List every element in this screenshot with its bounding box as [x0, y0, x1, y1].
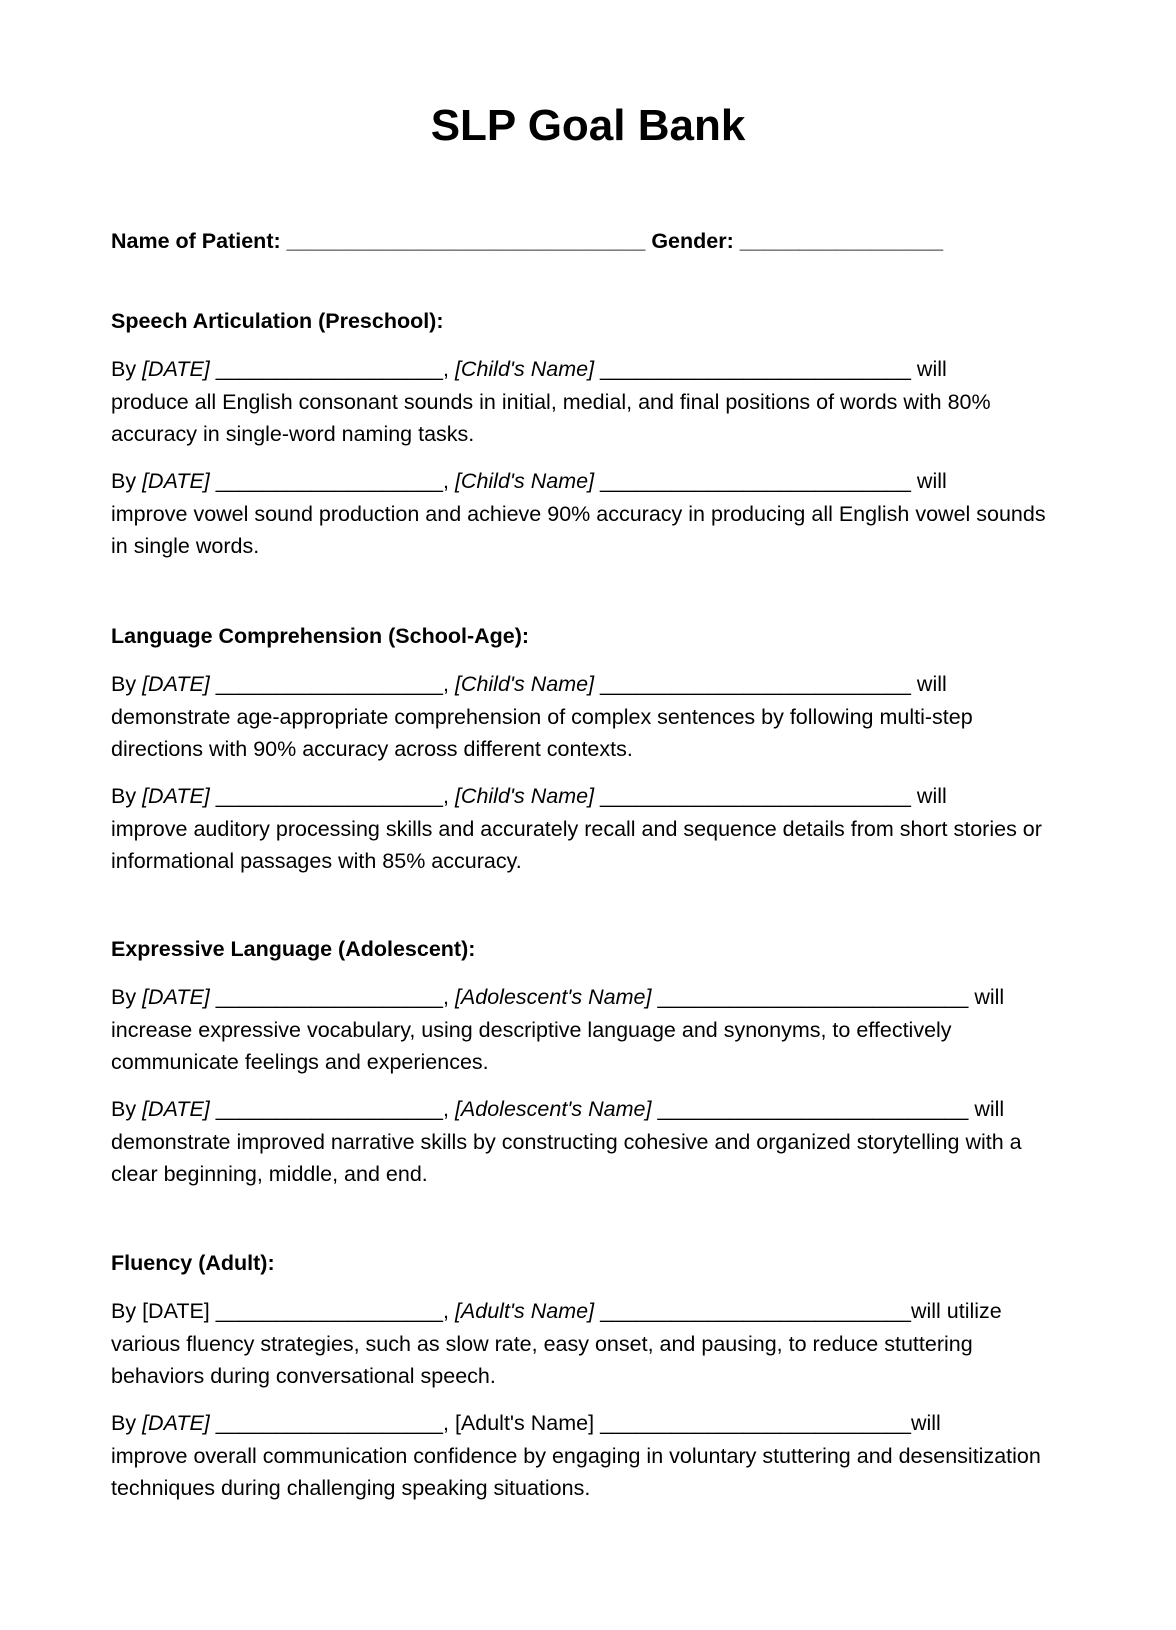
- date-placeholder: [DATE]: [142, 1097, 210, 1121]
- goal-paragraph: [111, 465, 1061, 563]
- date-blank: ___________________: [215, 357, 443, 381]
- name-placeholder: [Adult's Name]: [454, 1299, 595, 1323]
- goal-first-line: By [DATE] ___________________, [Adult's Name] __________________________will utilize: [111, 1299, 1002, 1323]
- goal-text: improve auditory processing skills and accurately recall and sequence details from short stories or informational passages with 85% accuracy.: [111, 816, 1042, 873]
- section-heading-expressive-language: Expressive Language (Adolescent):: [111, 937, 476, 961]
- goal-text: increase expressive vocabulary, using descriptive language and synonyms, to effectively communicate feelings and experiences.: [111, 1017, 952, 1074]
- patient-info-line: [111, 227, 943, 255]
- goal-paragraph: [111, 668, 1061, 766]
- gender-blank: _________________: [739, 229, 944, 253]
- page-title: SLP Goal Bank: [430, 101, 746, 150]
- name-placeholder: [Adult's Name]: [454, 1411, 595, 1435]
- goal-paragraph: [111, 1407, 1061, 1505]
- name-blank: __________________________: [600, 357, 911, 381]
- date-placeholder: [DATE]: [142, 357, 210, 381]
- name-blank: __________________________: [600, 1411, 911, 1435]
- goal-text: various fluency strategies, such as slow rate, easy onset, and pausing, to reduce stuttering behaviors during conversational speech.: [111, 1331, 973, 1388]
- patient-name-blank: ______________________________: [286, 229, 646, 253]
- name-placeholder: [Child's Name]: [454, 672, 595, 696]
- name-placeholder: [Adolescent's Name]: [454, 1097, 652, 1121]
- section-heading-language-comprehension: Language Comprehension (School-Age):: [111, 624, 530, 648]
- goal-first-line: By [DATE] ___________________, [Adolescent's Name] __________________________ will: [111, 985, 1005, 1009]
- name-placeholder: [Adolescent's Name]: [454, 985, 652, 1009]
- date-blank: ___________________: [215, 985, 443, 1009]
- date-blank: ___________________: [215, 784, 443, 808]
- date-placeholder: [DATE]: [142, 672, 210, 696]
- name-blank: __________________________: [657, 1097, 969, 1121]
- date-placeholder: [DATE]: [142, 985, 210, 1009]
- date-placeholder: [DATE]: [142, 1411, 210, 1435]
- goal-paragraph: [111, 780, 1061, 878]
- name-blank: __________________________: [657, 985, 969, 1009]
- date-placeholder: [DATE]: [142, 469, 210, 493]
- goal-first-line: By [DATE] ___________________, [Adolescent's Name] __________________________ will: [111, 1097, 1005, 1121]
- name-placeholder: [Child's Name]: [454, 784, 595, 808]
- goal-first-line: By [DATE] ___________________, [Child's Name] __________________________ will: [111, 469, 947, 493]
- date-blank: ___________________: [215, 1411, 443, 1435]
- name-blank: __________________________: [600, 1299, 911, 1323]
- date-blank: ___________________: [215, 1097, 443, 1121]
- name-placeholder: [Child's Name]: [454, 469, 595, 493]
- goal-first-line: By [DATE] ___________________, [Child's Name] __________________________ will: [111, 672, 947, 696]
- goal-text: improve vowel sound production and achieve 90% accuracy in producing all English vowel sounds in single words.: [111, 501, 1046, 558]
- goal-text: produce all English consonant sounds in initial, medial, and final positions of words with 80% accuracy in single-word naming tasks.: [111, 389, 991, 446]
- patient-name-label: Name of Patient:: [111, 229, 281, 253]
- gender-label: Gender:: [651, 229, 734, 253]
- goal-text: demonstrate improved narrative skills by constructing cohesive and organized storytelling with a clear beginning, middle, and end.: [111, 1129, 1022, 1186]
- date-blank: ___________________: [215, 672, 443, 696]
- name-blank: __________________________: [600, 784, 911, 808]
- section-heading-fluency: Fluency (Adult):: [111, 1251, 275, 1275]
- goal-paragraph: [111, 1093, 1061, 1191]
- name-placeholder: [Child's Name]: [454, 357, 595, 381]
- goal-paragraph: [111, 981, 1061, 1079]
- section-heading-speech-articulation: Speech Articulation (Preschool):: [111, 309, 444, 333]
- date-blank: ___________________: [215, 469, 443, 493]
- goal-text: improve overall communication confidence by engaging in voluntary stuttering and desensitization techniques during challenging speaking situations.: [111, 1443, 1041, 1500]
- date-placeholder: [DATE]: [142, 784, 210, 808]
- goal-paragraph: [111, 353, 1061, 451]
- date-blank: ___________________: [215, 1299, 443, 1323]
- date-placeholder: [DATE]: [142, 1299, 210, 1323]
- goal-paragraph: [111, 1295, 1061, 1393]
- goal-first-line: By [DATE] ___________________, [Child's Name] __________________________ will: [111, 784, 947, 808]
- name-blank: __________________________: [600, 672, 911, 696]
- goal-first-line: By [DATE] ___________________, [Child's Name] __________________________ will: [111, 357, 947, 381]
- goal-first-line: By [DATE] ___________________, [Adult's Name] __________________________will: [111, 1411, 941, 1435]
- goal-text: demonstrate age-appropriate comprehension of complex sentences by following multi-step directions with 90% accuracy across different contexts.: [111, 704, 973, 761]
- name-blank: __________________________: [600, 469, 911, 493]
